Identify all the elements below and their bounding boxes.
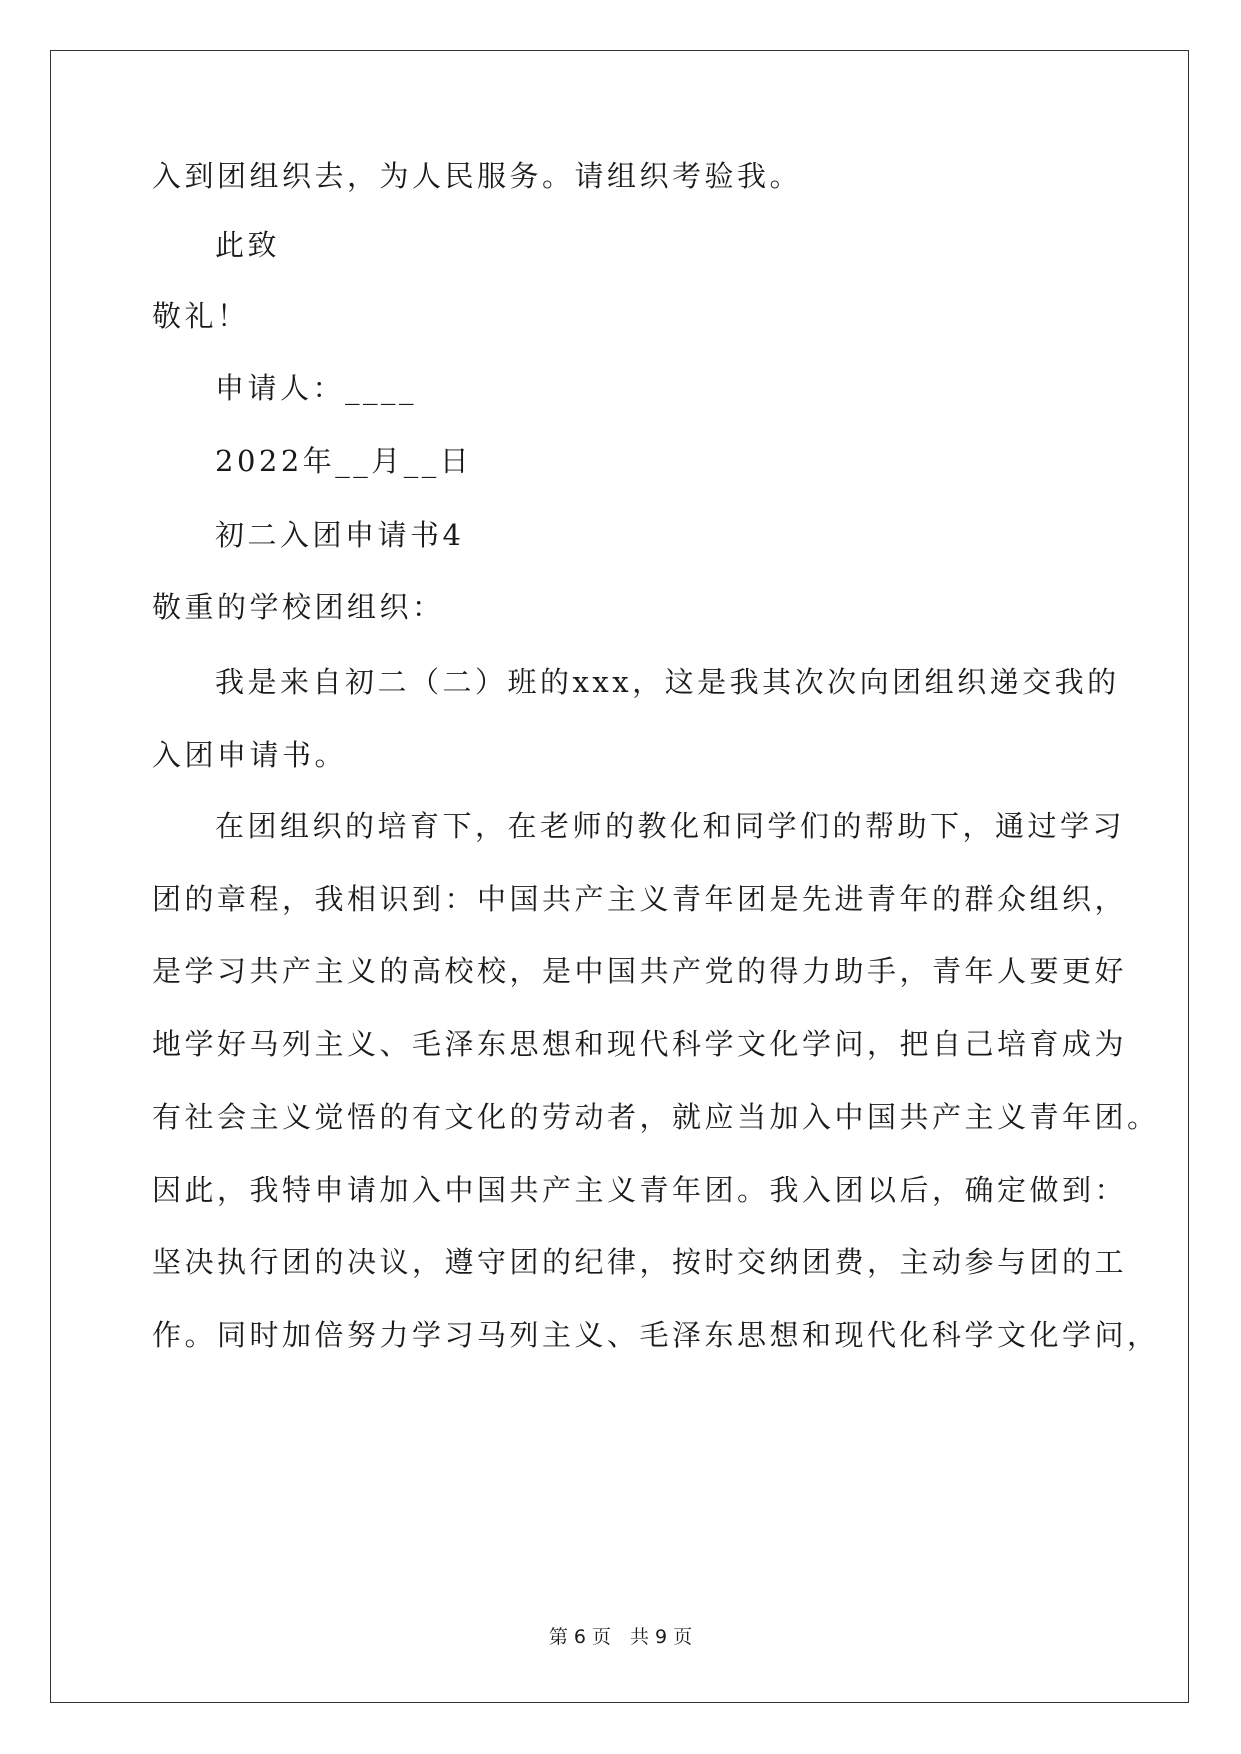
closing-salutation: 此致 (215, 228, 281, 262)
text-line: 有社会主义觉悟的有文化的劳动者，就应当加入中国共产主义青年团。 (152, 1100, 1160, 1134)
text-line: 作。同时加倍努力学习马列主义、毛泽东思想和现代化科学文化学问， (152, 1318, 1160, 1352)
text-line: 是学习共产主义的高校校，是中国共产党的得力助手，青年人要更好 (152, 954, 1128, 988)
page-number: 第 6 页 共 9 页 (548, 1626, 693, 1648)
text-line: 在团组织的培育下，在老师的教化和同学们的帮助下，通过学习 (215, 809, 1126, 843)
text-line: 因此，我特申请加入中国共产主义青年团。我入团以后，确定做到： (152, 1173, 1128, 1207)
closing-regards: 敬礼！ (152, 299, 250, 333)
text-line: 我是来自初二（二）班的xxx，这是我其次次向团组织递交我的 (215, 665, 1120, 699)
text-line: 地学好马列主义、毛泽东思想和现代科学文化学问，把自己培育成为 (152, 1027, 1128, 1061)
text-line: 团的章程，我相识到：中国共产主义青年团是先进青年的群众组织， (152, 882, 1128, 916)
text-line: 入团申请书。 (152, 738, 348, 772)
text-line: 坚决执行团的决议，遵守团的纪律，按时交纳团费，主动参与团的工 (152, 1245, 1128, 1279)
letter-greeting: 敬重的学校团组织： (152, 590, 445, 624)
section-title: 初二入团申请书4 (215, 518, 465, 552)
date-line: 2022年__月__日 (215, 444, 473, 478)
applicant-signature-line: 申请人：____ (215, 371, 418, 405)
text-line: 入到团组织去，为人民服务。请组织考验我。 (152, 159, 803, 193)
